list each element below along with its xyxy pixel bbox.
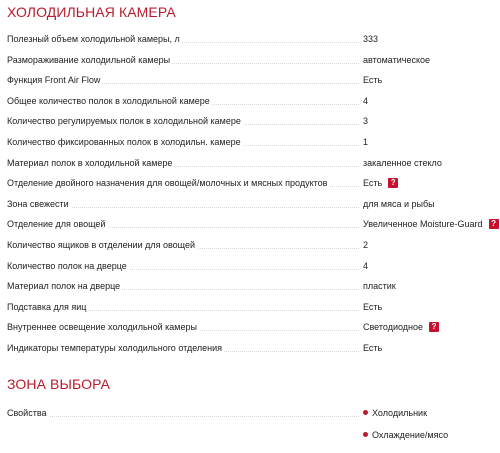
spec-row bbox=[7, 50, 497, 70]
spec-label: Количество фиксированных полок в холодильн. камере bbox=[7, 137, 241, 147]
help-icon[interactable]: ? bbox=[388, 178, 398, 188]
spec-row bbox=[7, 91, 497, 111]
spec-row bbox=[7, 297, 497, 317]
spec-label: Количество регулируемых полок в холодильной камере bbox=[7, 116, 241, 127]
spec-value: Есть bbox=[363, 343, 383, 353]
spec-row bbox=[7, 111, 497, 131]
spec-row bbox=[7, 276, 497, 296]
choice-item: Охлаждение/мясо bbox=[363, 427, 448, 443]
spec-row bbox=[7, 317, 497, 337]
spec-row bbox=[7, 153, 497, 173]
spec-row bbox=[7, 338, 497, 358]
spec-label: Материал полок в холодильной камере bbox=[7, 157, 173, 168]
spec-label: Общее количество полок в холодильной камере bbox=[7, 95, 210, 106]
spec-label: Полезный объем холодильной камеры, л bbox=[7, 34, 180, 44]
choice-item: Холодильник bbox=[363, 405, 427, 421]
spec-label: Внутреннее освещение холодильной камеры bbox=[7, 322, 197, 333]
spec-value: 2 bbox=[363, 240, 369, 250]
spec-label: Количество ящиков в отделении для овощей bbox=[7, 240, 196, 250]
spec-value: 4 bbox=[363, 95, 369, 106]
spec-row bbox=[7, 256, 497, 276]
section-title-fridge: ХОЛОДИЛЬНАЯ КАМЕРА bbox=[7, 4, 176, 20]
spec-label: Материал полок на дверце bbox=[7, 281, 121, 292]
spec-label: Подставка для яиц bbox=[7, 301, 87, 312]
spec-label: Размораживание холодильной камеры bbox=[7, 54, 171, 65]
spec-value: Есть ? bbox=[363, 173, 398, 193]
spec-value: 1 bbox=[363, 137, 369, 147]
spec-row bbox=[7, 194, 497, 214]
help-icon[interactable]: ? bbox=[489, 219, 499, 229]
spec-label: Количество полок на дверце bbox=[7, 260, 127, 271]
spec-value: автоматическое bbox=[363, 54, 431, 65]
spec-value: Есть bbox=[363, 75, 383, 86]
red-dot-bullet-icon bbox=[363, 410, 368, 415]
help-icon[interactable]: ? bbox=[429, 322, 439, 332]
spec-value: 3 bbox=[363, 116, 369, 127]
spec-label: Индикаторы температуры холодильного отделения bbox=[7, 343, 223, 353]
spec-label: Зона свежести bbox=[7, 198, 69, 209]
spec-row bbox=[7, 173, 497, 193]
spec-value: Есть bbox=[363, 301, 383, 312]
spec-label: Свойства bbox=[7, 408, 47, 418]
section-title-choice: ЗОНА ВЫБОРА bbox=[7, 376, 111, 392]
spec-row bbox=[7, 214, 497, 234]
spec-value: для мяса и рыбы bbox=[363, 198, 435, 209]
spec-value: закаленное стекло bbox=[363, 157, 442, 168]
spec-value: Светодиодное ? bbox=[363, 317, 439, 337]
spec-value: 333 bbox=[363, 34, 379, 44]
spec-row bbox=[7, 235, 497, 255]
spec-value: 4 bbox=[363, 260, 369, 271]
spec-label: Функция Front Air Flow bbox=[7, 75, 101, 86]
spec-label: Отделение двойного назначения для овощей/молочных и мясных продуктов bbox=[7, 178, 328, 189]
spec-row bbox=[7, 70, 497, 90]
red-dot-bullet-icon bbox=[363, 432, 368, 437]
spec-value: пластик bbox=[363, 281, 396, 292]
spec-label: Отделение для овощей bbox=[7, 219, 106, 230]
spec-row bbox=[7, 132, 497, 152]
spec-value: Увеличенное Moisture-Guard ? bbox=[363, 214, 499, 234]
spec-row bbox=[7, 29, 497, 49]
